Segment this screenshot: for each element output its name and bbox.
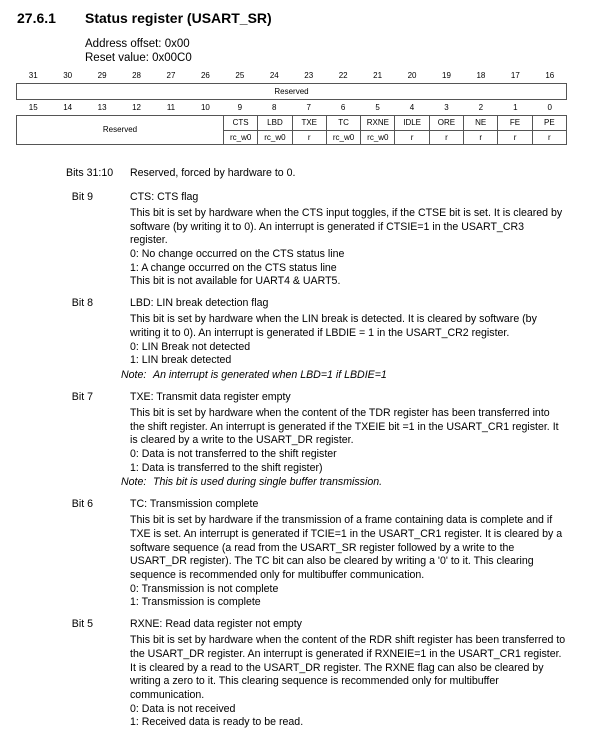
field-access: r xyxy=(445,133,448,142)
field-name: CTS xyxy=(224,116,257,131)
note-text: An interrupt is generated when LBD=1 if LBDIE=1 xyxy=(153,368,387,381)
field-access: rc_w0 xyxy=(229,133,252,142)
bit-number: 30 xyxy=(63,71,73,80)
bit-label: Bit 5 xyxy=(71,618,93,631)
bit-title: TC: Transmission complete xyxy=(130,498,259,511)
register-field xyxy=(464,116,498,144)
high-reserved: Reserved xyxy=(16,83,567,100)
register-field xyxy=(293,116,327,144)
bit-section xyxy=(0,390,615,490)
description-line: 0: Data is not received xyxy=(130,702,236,715)
register-field xyxy=(224,116,258,144)
description-line: is cleared by a write to the USART_DR register. xyxy=(130,434,354,447)
field-name: PE xyxy=(533,116,566,131)
bit-number: 14 xyxy=(63,103,73,112)
note xyxy=(121,475,615,490)
bit-number: 4 xyxy=(409,103,415,112)
bit-number: 18 xyxy=(476,71,486,80)
description-line: 1: LIN break detected xyxy=(130,354,232,367)
description-line: writing it to 0). An interrupt is generated if LBDIE = 1 in the USART_CR2 register. xyxy=(130,326,510,339)
field-name: IDLE xyxy=(395,116,428,131)
low-fields xyxy=(16,115,567,145)
low-bit-numbers xyxy=(16,101,567,115)
bit-number: 5 xyxy=(375,103,380,112)
description-line: 0: LIN Break not detected xyxy=(130,340,251,353)
field-access: rc_w0 xyxy=(332,133,355,142)
bit-number: 8 xyxy=(272,103,277,112)
bit-label: Bit 9 xyxy=(71,191,93,203)
description-line: This bit is set by hardware when the content of the RDR shift register has been transferred to xyxy=(130,634,566,647)
field-access: r xyxy=(547,133,551,142)
description-line: 1: Transmission is complete xyxy=(130,596,261,609)
bit-heading xyxy=(0,617,615,634)
bit-number: 6 xyxy=(340,103,346,112)
bit-title: CTS: CTS flag xyxy=(130,191,199,203)
description-line: the shift register. An interrupt is generated if the TXEIE bit =1 in the USART_CR1 register. It xyxy=(130,420,559,433)
field-access: rc_w0 xyxy=(264,133,286,142)
description-line: 1: Data is transferred to the shift register) xyxy=(130,461,323,474)
reset-value: Reset value: 0x00C0 xyxy=(85,52,192,64)
bit-number: 9 xyxy=(237,103,243,112)
description-line: This bit is set by hardware if the transmission of a frame containing data is complete and if xyxy=(130,514,553,527)
note-label: Note: xyxy=(121,368,147,381)
bit-heading xyxy=(0,497,615,514)
bit-number: 1 xyxy=(513,103,518,112)
bit-heading xyxy=(0,296,615,313)
description-line: This bit is set by hardware when the CTS input toggles, if the CTSE bit is set. It is cleared by xyxy=(130,207,563,219)
field-name: TC xyxy=(327,116,360,131)
field-name: RXNE xyxy=(361,116,394,131)
description-line: software sequence (a read from the USART_SR register followed by a write to the xyxy=(130,541,515,554)
bit-title: RXNE: Read data register not empty xyxy=(130,618,302,631)
low-reserved: Reserved xyxy=(17,116,224,144)
note-label: Note: xyxy=(121,476,147,489)
description-line: software (by writing it to 0). An interrupt is generated if CTSIE=1 in the USART_CR3 xyxy=(130,220,525,233)
bit-number: 28 xyxy=(132,71,141,80)
bit-number: 23 xyxy=(304,71,314,80)
bit-number: 22 xyxy=(338,71,348,80)
field-access: r xyxy=(479,133,483,142)
description-line: 0: No change occurred on the CTS status line xyxy=(130,248,345,261)
description-line: register. xyxy=(130,234,168,247)
description-line: It is cleared by a read to the USART_DR register. The RXNE flag can also be cleared by xyxy=(130,661,544,674)
register-field xyxy=(395,116,429,144)
bit-number: 25 xyxy=(235,71,245,80)
description-line: communication. xyxy=(130,688,205,701)
field-name: NE xyxy=(464,116,497,131)
bit-number: 13 xyxy=(97,103,107,112)
description-line: TXE is set. An interrupt is generated if TCIE=1 in the USART_CR1 register. It is cleared by a xyxy=(130,528,563,540)
high-bit-numbers xyxy=(16,69,567,83)
field-name: LBD xyxy=(258,116,291,131)
bit-number: 2 xyxy=(478,103,484,112)
bit-number: 3 xyxy=(444,103,449,112)
description-line: 1: A change occurred on the CTS status line xyxy=(130,261,337,274)
bit-number: 15 xyxy=(28,103,38,112)
bit-number: 26 xyxy=(200,71,210,80)
description-line: writing a zero to it. This clearing sequence is recommended only for multibuffer xyxy=(130,675,499,688)
bit-number: 11 xyxy=(166,103,176,112)
bit-descriptions xyxy=(0,166,615,737)
field-access: rc_w0 xyxy=(367,133,389,142)
register-field xyxy=(327,116,361,144)
field-access: r xyxy=(307,133,311,142)
address-offset: Address offset: 0x00 xyxy=(85,38,190,50)
field-name: FE xyxy=(498,116,531,131)
bit-title: TXE: Transmit data register empty xyxy=(130,390,291,403)
field-name: ORE xyxy=(430,116,463,131)
bit-section xyxy=(0,296,615,383)
note xyxy=(121,368,615,383)
bit-section xyxy=(0,166,615,183)
section-number: 27.6.1 xyxy=(17,10,56,26)
description-line: 0: Data is not transferred to the shift register xyxy=(130,447,337,460)
register-field xyxy=(533,116,567,144)
bit-section xyxy=(0,497,615,610)
register-map xyxy=(16,69,567,145)
bit-label: Bit 7 xyxy=(71,390,93,403)
description-line: USART_DR register). The TC bit can also be cleared by writing a '0' to it. This clearing xyxy=(130,555,534,568)
description-line: sequence is recommended only for multibuffer communication. xyxy=(130,569,425,582)
bit-heading xyxy=(0,166,615,183)
bit-number: 31 xyxy=(28,71,38,80)
bit-number: 10 xyxy=(200,103,210,112)
bit-label: Bit 6 xyxy=(71,498,93,511)
bit-label: Bit 8 xyxy=(71,297,93,310)
bit-title: LBD: LIN break detection flag xyxy=(130,297,269,310)
bit-number: 17 xyxy=(510,71,520,80)
field-access: r xyxy=(410,133,414,142)
description-line: This bit is not available for UART4 & UART5. xyxy=(130,275,341,288)
bit-number: 21 xyxy=(373,71,383,80)
bit-title: Reserved, forced by hardware to 0. xyxy=(130,167,296,179)
bit-heading xyxy=(0,190,615,207)
section-title: Status register (USART_SR) xyxy=(85,10,272,26)
field-access: r xyxy=(513,133,517,142)
register-field xyxy=(258,116,292,144)
description-line: 1: Received data is ready to be read. xyxy=(130,716,304,729)
bit-number: 0 xyxy=(547,103,552,112)
field-name: TXE xyxy=(293,116,326,131)
register-field xyxy=(361,116,395,144)
bit-number: 27 xyxy=(166,71,176,80)
bit-section xyxy=(0,190,615,289)
register-field xyxy=(498,116,532,144)
bit-number: 16 xyxy=(545,71,555,80)
bit-number: 24 xyxy=(269,71,279,80)
bit-number: 7 xyxy=(306,103,311,112)
bit-heading xyxy=(0,390,615,407)
description-line: the USART_DR register. An interrupt is generated if RXNEIE=1 in the USART_CR1 register. xyxy=(130,647,562,660)
register-field xyxy=(430,116,464,144)
description-line: 0: Transmission is not complete xyxy=(130,582,279,595)
note-text: This bit is used during single buffer transmission. xyxy=(153,476,383,489)
bit-section xyxy=(0,617,615,730)
description-line: This bit is set by hardware when the content of the TDR register has been transferred into xyxy=(130,406,550,419)
bit-number: 20 xyxy=(407,71,417,80)
description-line: This bit is set by hardware when the LIN break is detected. It is cleared by software (by xyxy=(130,313,537,326)
bit-number: 29 xyxy=(97,71,107,80)
bit-number: 19 xyxy=(442,71,451,80)
bit-number: 12 xyxy=(132,103,141,112)
bit-label: Bits 31:10 xyxy=(66,167,114,179)
